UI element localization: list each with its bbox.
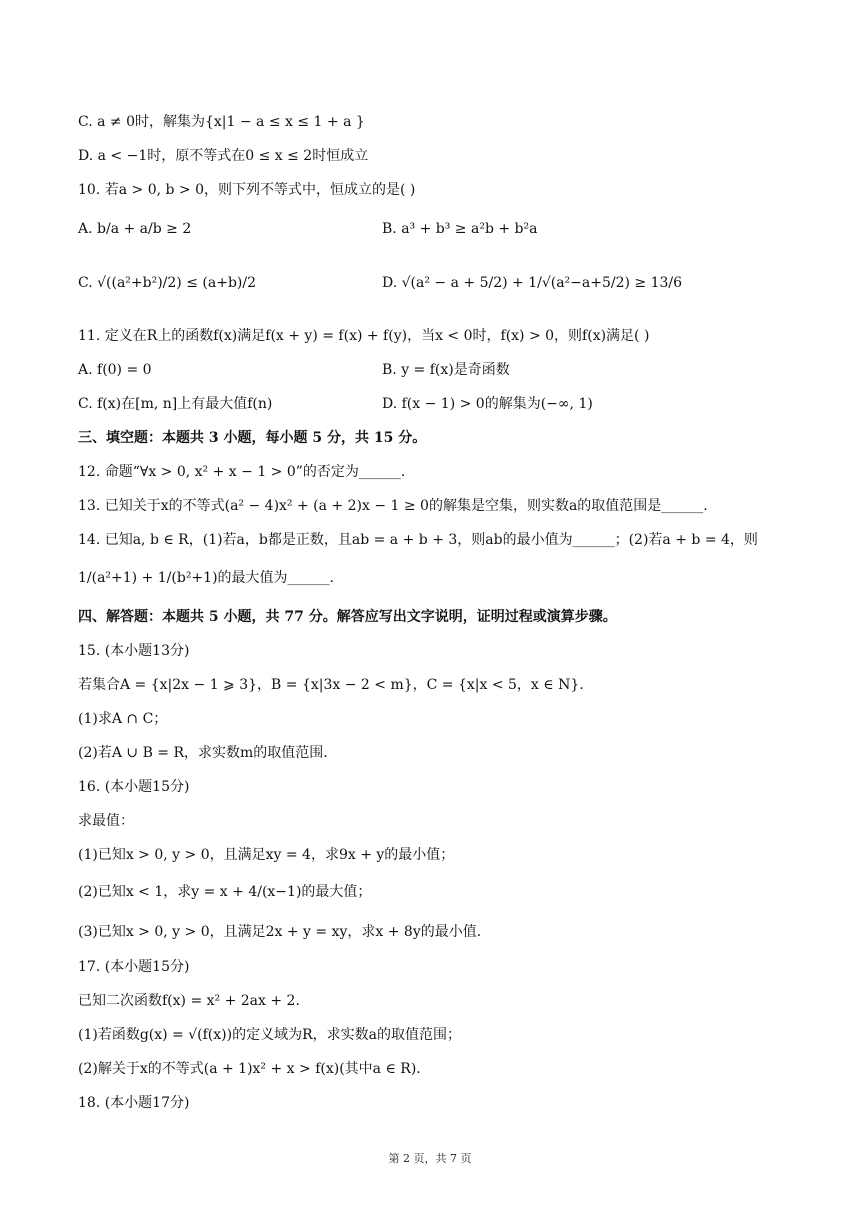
question-15-part2: (2)若A ∪ B = R，求实数m的取值范围. xyxy=(78,745,328,761)
question-16-part3: (3)已知x > 0, y > 0，且满足2x + y = xy，求x + 8y的最小值. xyxy=(78,924,482,940)
option-d-q9: D. a < −1时，原不等式在0 ≤ x ≤ 2时恒成立 xyxy=(78,148,369,164)
option-c-q10: C. √((a²+b²)/2) ≤ (a+b)/2 xyxy=(78,275,256,291)
option-d-q10: D. √(a² − a + 5/2) + 1/√(a²−a+5/2) ≥ 13/6 xyxy=(382,275,683,291)
question-16-part2: (2)已知x < 1，求y = x + 4/(x−1)的最大值； xyxy=(78,884,372,900)
option-a-q11: A. f(0) = 0 xyxy=(78,362,152,378)
question-15-title: 15. (本小题13分) xyxy=(78,643,190,659)
question-16-stem: 求最值： xyxy=(78,813,134,829)
option-a-q10: A. b/a + a/b ≥ 2 xyxy=(78,221,192,237)
option-d-q11: D. f(x − 1) > 0的解集为(−∞, 1) xyxy=(382,396,593,412)
question-16-title: 16. (本小题15分) xyxy=(78,779,190,795)
question-14: 14. 已知a, b ∈ R，(1)若a，b都是正数，且ab = a + b + 3，则ab的最小值为______；(2)若a + b = 4，则 xyxy=(78,532,758,548)
section-fill-blank-heading: 三、填空题：本题共 3 小题，每小题 5 分，共 15 分。 xyxy=(78,430,427,446)
question-18-title: 18. (本小题17分) xyxy=(78,1095,190,1111)
question-13: 13. 已知关于x的不等式(a² − 4)x² + (a + 2)x − 1 ≥ 0的解集是空集，则实数a的取值范围是______. xyxy=(78,498,708,514)
section-answer-heading: 四、解答题：本题共 5 小题，共 77 分。解答应写出文字说明，证明过程或演算步骤。 xyxy=(78,609,617,625)
question-12: 12. 命题“∀x > 0, x² + x − 1 > 0”的否定为______. xyxy=(78,464,406,480)
question-10: 10. 若a > 0, b > 0，则下列不等式中，恒成立的是( ) xyxy=(78,182,416,198)
question-15-stem: 若集合A = {x|2x − 1 ⩾ 3}，B = {x|3x − 2 < m}，C = {x|x < 5，x ∈ N}. xyxy=(78,677,584,693)
option-c-q9: C. a ≠ 0时，解集为{x|1 − a ≤ x ≤ 1 + a } xyxy=(78,114,365,130)
option-c-q11: C. f(x)在[m, n]上有最大值f(n) xyxy=(78,396,273,412)
page-footer: 第 2 页，共 7 页 xyxy=(388,1152,472,1165)
option-b-q10: B. a³ + b³ ≥ a²b + b²a xyxy=(382,221,538,237)
question-17-part1: (1)若函数g(x) = √(f(x))的定义域为R，求实数a的取值范围； xyxy=(78,1027,461,1043)
question-11: 11. 定义在R上的函数f(x)满足f(x + y) = f(x) + f(y)，当x < 0时，f(x) > 0，则f(x)满足( ) xyxy=(78,328,650,344)
question-14-cont: 1/(a²+1) + 1/(b²+1)的最大值为______. xyxy=(78,570,334,586)
question-17-title: 17. (本小题15分) xyxy=(78,959,190,975)
question-17-part2: (2)解关于x的不等式(a + 1)x² + x > f(x)(其中a ∈ R). xyxy=(78,1061,421,1077)
option-b-q11: B. y = f(x)是奇函数 xyxy=(382,362,510,378)
question-16-part1: (1)已知x > 0, y > 0，且满足xy = 4，求9x + y的最小值； xyxy=(78,847,455,863)
question-15-part1: (1)求A ∩ C； xyxy=(78,711,168,727)
question-17-stem: 已知二次函数f(x) = x² + 2ax + 2. xyxy=(78,993,300,1009)
